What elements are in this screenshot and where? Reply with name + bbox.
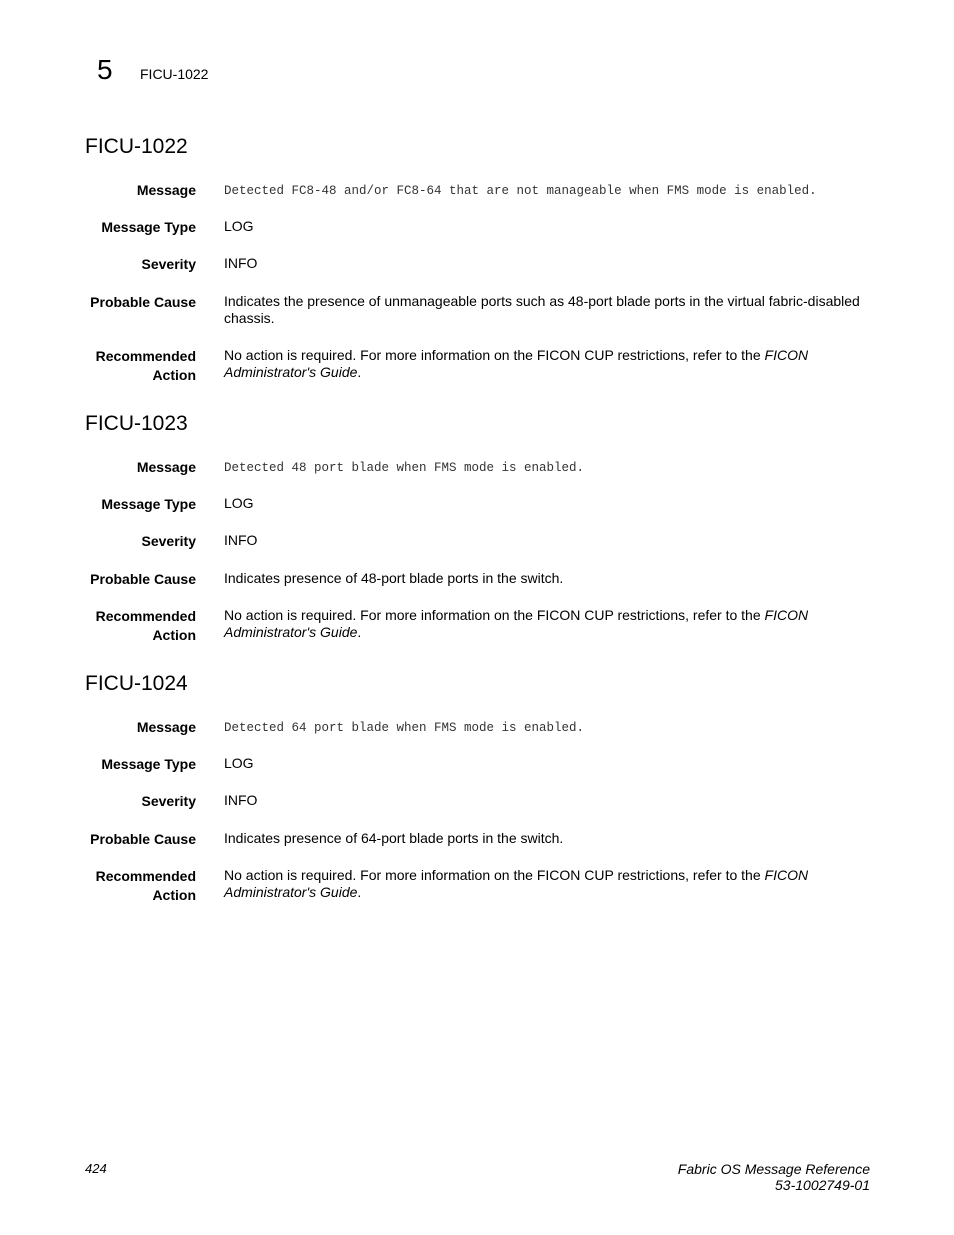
- message-type-label: Message Type: [101, 219, 196, 235]
- recommended-action-label: [56, 867, 196, 905]
- action-book-title: FICON Administrator's Guide: [224, 867, 809, 900]
- entry-title: FICU-1024: [85, 672, 188, 695]
- recommended-label-line1: Recommended: [95, 868, 196, 884]
- severity-value: INFO: [224, 792, 258, 808]
- document-title: Fabric OS Message Reference: [677, 1161, 870, 1177]
- message-type-value: LOG: [224, 755, 254, 771]
- severity-value: INFO: [224, 255, 258, 271]
- chapter-number: 5: [97, 54, 113, 85]
- action-text: No action is required. For more information on the FICON CUP restrictions, refer to the: [224, 867, 765, 883]
- running-head: FICU-1022: [140, 66, 209, 82]
- message-type-value: LOG: [224, 495, 254, 511]
- probable-cause-value: Indicates presence of 64-port blade ports in the switch.: [224, 830, 564, 846]
- action-end: .: [357, 884, 362, 900]
- entry-title: FICU-1022: [85, 135, 188, 158]
- severity-label: Severity: [141, 256, 196, 272]
- recommended-action-label: [56, 607, 196, 645]
- recommended-action-value: [224, 867, 870, 901]
- message-text: Detected 64 port blade when FMS mode is enabled.: [224, 721, 585, 735]
- probable-cause-label: Probable Cause: [90, 294, 196, 310]
- recommended-label-line2: Action: [152, 627, 196, 643]
- message-label: Message: [136, 182, 196, 198]
- message-text: Detected FC8-48 and/or FC8-64 that are not manageable when FMS mode is enabled.: [224, 184, 817, 198]
- probable-cause-value: Indicates presence of 48-port blade ports in the switch.: [224, 570, 564, 586]
- action-end: .: [357, 364, 362, 380]
- message-label: Message: [136, 459, 196, 475]
- severity-label: Severity: [141, 793, 196, 809]
- recommended-label-line1: Recommended: [95, 608, 196, 624]
- document-info: [678, 1161, 870, 1193]
- document-number: 53-1002749-01: [775, 1177, 870, 1193]
- recommended-action-label: [56, 347, 196, 385]
- message-text: Detected 48 port blade when FMS mode is enabled.: [224, 461, 585, 475]
- recommended-label-line1: Recommended: [95, 348, 196, 364]
- action-book-title: FICON Administrator's Guide: [224, 607, 809, 640]
- message-type-label: Message Type: [101, 756, 196, 772]
- action-end: .: [357, 624, 362, 640]
- page-number: 424: [85, 1161, 107, 1176]
- recommended-label-line2: Action: [152, 887, 196, 903]
- message-type-label: Message Type: [101, 496, 196, 512]
- entry-title: FICU-1023: [85, 412, 188, 435]
- recommended-action-value: [224, 607, 870, 641]
- action-text: No action is required. For more information on the FICON CUP restrictions, refer to the: [224, 607, 765, 623]
- action-book-title: FICON Administrator's Guide: [224, 347, 809, 380]
- action-text: No action is required. For more information on the FICON CUP restrictions, refer to the: [224, 347, 765, 363]
- severity-value: INFO: [224, 532, 258, 548]
- recommended-action-value: [224, 347, 870, 381]
- message-label: Message: [136, 719, 196, 735]
- recommended-label-line2: Action: [152, 367, 196, 383]
- message-type-value: LOG: [224, 218, 254, 234]
- probable-cause-value: Indicates the presence of unmanageable ports such as 48-port blade ports in the virtual fabric-disabled chassis.: [224, 293, 860, 326]
- probable-cause-label: Probable Cause: [90, 571, 196, 587]
- severity-label: Severity: [141, 533, 196, 549]
- probable-cause-label: Probable Cause: [90, 831, 196, 847]
